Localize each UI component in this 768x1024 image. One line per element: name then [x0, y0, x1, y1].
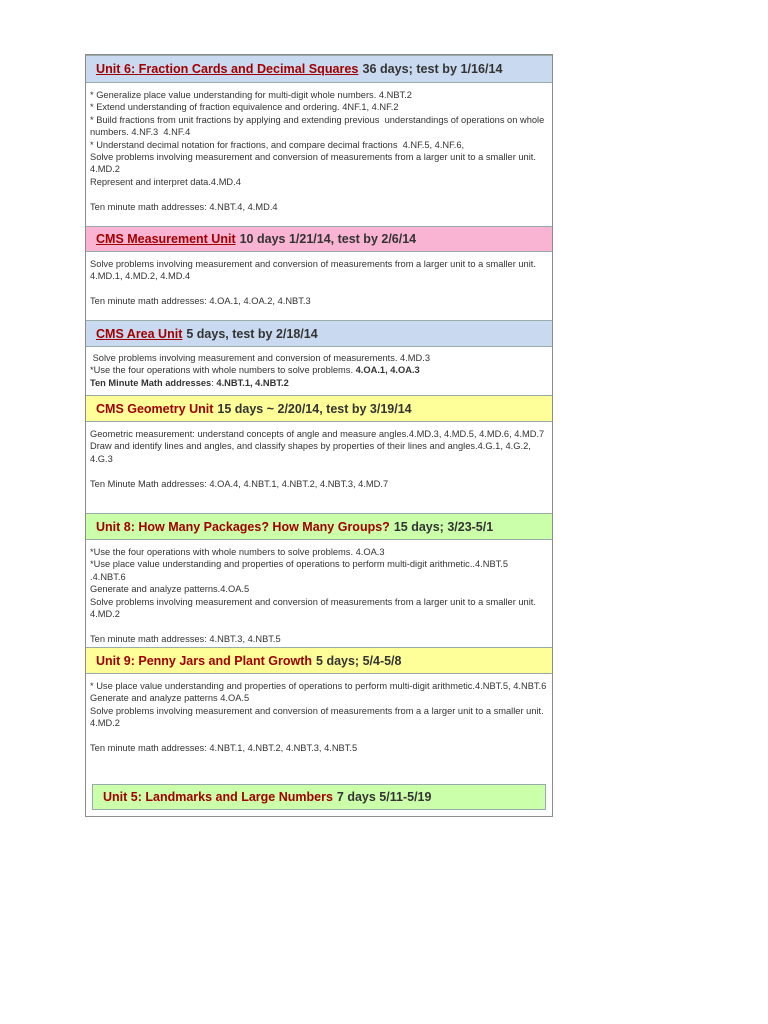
unit-8-header: [86, 513, 552, 540]
area-unit-line-2-text: *Use the four operations with whole numbers to solve problems.: [90, 365, 356, 376]
area-unit-line-1: Solve problems involving measurement and conversion of measurements. 4.MD.3: [90, 353, 431, 363]
area-unit-ten-minute-label: Ten Minute Math addresses: [90, 377, 212, 388]
unit-8-line-2: *Use place value understanding and properties of operations to perform multi-digit arithmetic..4.NBT.5 .4.NBT.6: [90, 559, 514, 582]
geometry-unit-line-1: Geometric measurement: understand concepts of angle and measure angles.4.MD.3, 4.MD.5, 4.MD.6, 4.MD.7: [90, 429, 545, 439]
unit-5-header: [92, 784, 546, 810]
geometry-unit-dates: 15 days ~ 2/20/14, test by 3/19/14: [217, 401, 412, 416]
geometry-unit-header: [86, 395, 552, 422]
area-unit-line-2: [90, 364, 548, 376]
unit-6-line-1: * Generalize place value understanding for multi-digit whole numbers. 4.NBT.2: [90, 90, 412, 100]
unit-8-body: [86, 540, 552, 647]
area-unit-line-2-codes: 4.OA.1, 4.OA.3: [355, 365, 420, 376]
area-unit-dates: 5 days, test by 2/18/14: [186, 326, 318, 341]
unit-9-header: [86, 647, 552, 674]
measurement-unit-body: [86, 252, 552, 320]
unit-8-ten-minute: Ten minute math addresses: 4.NBT.3, 4.NBT.5: [90, 633, 281, 644]
unit-schedule-document: [85, 54, 553, 817]
geometry-unit-body: [86, 422, 552, 513]
unit-6-line-5: Solve problems involving measurement and conversion of measurements from a larger unit to a smaller unit. 4.MD.2: [90, 152, 539, 175]
measurement-unit-line-1: Solve problems involving measurement and conversion of measurements from a larger unit to a smaller unit. 4.MD.1, 4.MD.2, 4.MD.4: [90, 259, 539, 282]
area-unit-ten-minute: [90, 377, 548, 389]
measurement-unit-dates: 10 days 1/21/14, test by 2/6/14: [239, 232, 417, 246]
unit-9-dates: 5 days; 5/4-5/8: [316, 653, 402, 668]
unit-6-ten-minute: Ten minute math addresses: 4.NBT.4, 4.MD.4: [90, 201, 278, 212]
measurement-unit-header: [86, 226, 552, 252]
measurement-unit-ten-minute: Ten minute math addresses: 4.OA.1, 4.OA.2, 4.NBT.3: [90, 296, 311, 307]
area-unit-body: [86, 347, 552, 395]
area-unit-header: [86, 320, 552, 347]
measurement-unit-title: CMS Measurement Unit: [96, 232, 236, 246]
geometry-unit-title: CMS Geometry Unit: [96, 401, 214, 416]
area-unit-ten-minute-codes: 4.NBT.1, 4.NBT.2: [216, 377, 289, 388]
unit-9-line-1: * Use place value understanding and properties of operations to perform multi-digit arithmetic.4.NBT.5, 4.NBT.6: [90, 681, 547, 691]
unit-8-title: Unit 8: How Many Packages? How Many Groups?: [96, 519, 390, 534]
unit-8-line-1: *Use the four operations with whole numbers to solve problems. 4.OA.3: [90, 547, 385, 557]
unit-9-title: Unit 9: Penny Jars and Plant Growth: [96, 653, 313, 668]
unit-8-line-3: Generate and analyze patterns.4.OA.5: [90, 584, 250, 595]
unit-9-line-3: Solve problems involving measurement and conversion of measurements from a a larger unit to a smaller unit. 4.MD.2: [90, 705, 549, 729]
unit-5-title: Unit 5: Landmarks and Large Numbers: [103, 790, 333, 804]
area-unit-title: CMS Area Unit: [96, 326, 183, 341]
unit-9-ten-minute: Ten minute math addresses: 4.NBT.1, 4.NBT.2, 4.NBT.3, 4.NBT.5: [90, 743, 358, 754]
unit-6-header: [86, 55, 552, 83]
unit-8-line-4: Solve problems involving measurement and conversion of measurements from a larger unit to a smaller unit. 4.MD.2: [90, 596, 539, 620]
unit-6-line-2: * Extend understanding of fraction equivalence and ordering. 4NF.1, 4.NF.2: [90, 102, 399, 113]
unit-5-wrapper: [86, 784, 552, 816]
unit-9-body: [86, 674, 552, 784]
unit-6-dates: 36 days; test by 1/16/14: [362, 62, 503, 76]
unit-6-title: Unit 6: Fraction Cards and Decimal Squares: [96, 62, 359, 76]
unit-6-body: [86, 83, 552, 226]
unit-6-line-3: * Build fractions from unit fractions by applying and extending previous understandings of operations on whole numbers. 4.NF.3 4.NF.4: [90, 114, 547, 138]
unit-6-line-4: * Understand decimal notation for fractions, and compare decimal fractions 4.NF.5, 4.NF.6,: [90, 139, 465, 150]
unit-8-dates: 15 days; 3/23-5/1: [393, 519, 494, 534]
geometry-unit-line-2: Draw and identify lines and angles, and classify shapes by properties of their lines and angles.4.G.1, 4.G.2, 4.G.3: [90, 441, 534, 464]
unit-6-line-6: Represent and interpret data.4.MD.4: [90, 176, 241, 187]
unit-9-line-2: Generate and analyze patterns 4.OA.5: [90, 693, 250, 704]
area-unit-ten-minute-sep: :: [211, 377, 217, 388]
unit-5-dates: 7 days 5/11-5/19: [336, 790, 432, 804]
geometry-unit-ten-minute: Ten Minute Math addresses: 4.OA.4, 4.NBT.1, 4.NBT.2, 4.NBT.3, 4.MD.7: [90, 478, 389, 489]
